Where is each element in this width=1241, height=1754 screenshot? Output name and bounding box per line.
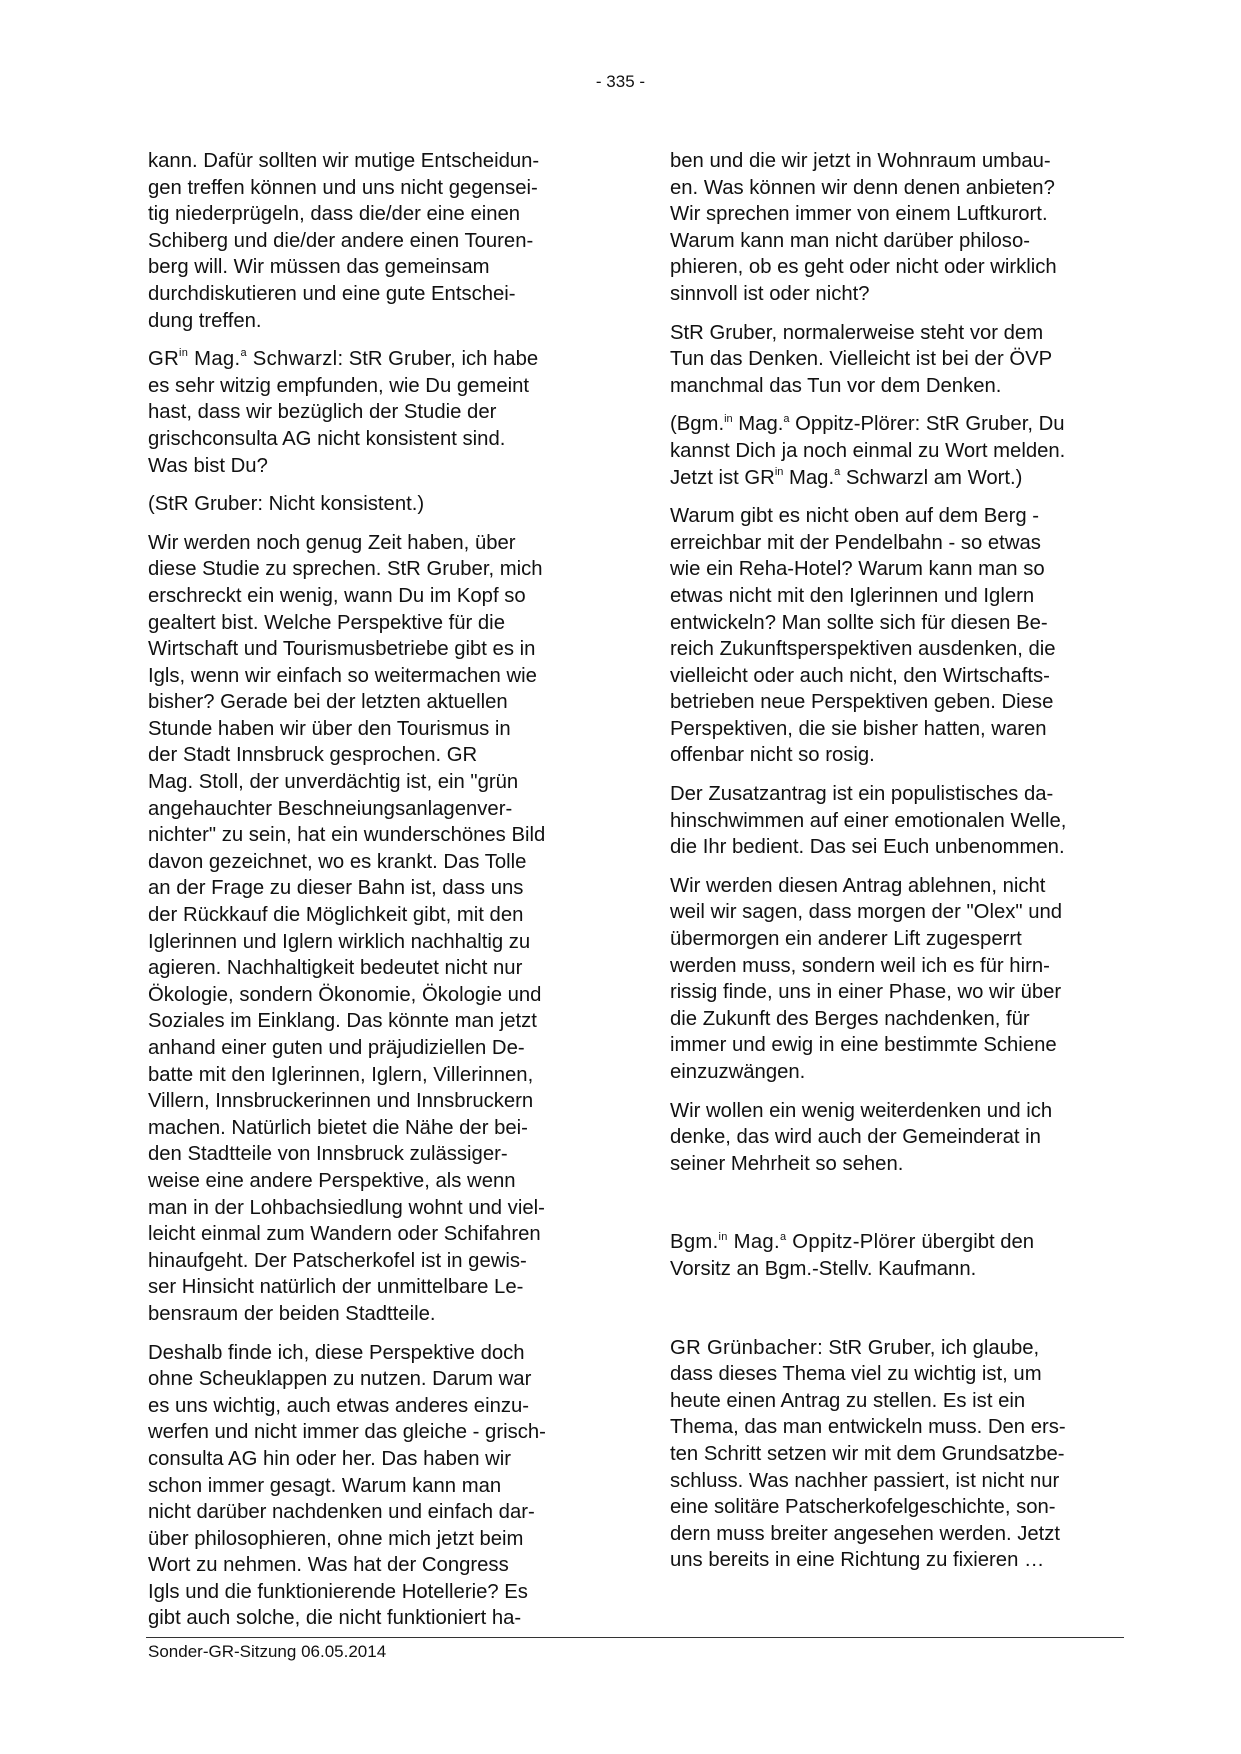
text-line: den Stadtteile von Innsbruck zulässiger-: [148, 1143, 508, 1166]
text-line: gibt auch solche, die nicht funktioniert ha-: [148, 1607, 522, 1630]
text-line: betrieben neue Perspektiven geben. Diese: [670, 691, 1054, 714]
text-line: erreichbar mit der Pendelbahn - so etwas: [670, 531, 1041, 554]
text-line: Wir werden noch genug Zeit haben, über: [148, 531, 516, 554]
text-line: über philosophieren, ohne mich jetzt beim: [148, 1527, 524, 1550]
text-line: Der Zusatzantrag ist ein populistisches da-: [670, 783, 1054, 806]
text-line: es uns wichtig, auch etwas anderes einzu-: [148, 1394, 530, 1417]
text-line: Wirtschaft und Tourismusbetriebe gibt es in: [148, 638, 536, 661]
text-line: eine solitäre Patscherkofelgeschichte, son-: [670, 1496, 1056, 1519]
text-line: Wir sprechen immer von einem Luftkurort.: [670, 203, 1048, 226]
text-line: kann. Dafür sollten wir mutige Entscheidun-: [148, 150, 540, 172]
text-line: gealtert bist. Welche Perspektive für die: [148, 611, 505, 634]
text-line: immer und ewig in eine bestimmte Schiene: [670, 1034, 1057, 1057]
text-line: ten Schritt setzen wir mit dem Grundsatzbe-: [670, 1442, 1065, 1465]
speaker-name: Bgm.$^{in}$ Mag.$^a$ Oppitz-Plörer: [670, 1230, 916, 1254]
paragraph: [670, 148, 1122, 308]
text-line: ser Hinsicht natürlich der unmittelbare Le-: [148, 1276, 524, 1299]
text-line: wie ein Reha-Hotel? Warum kann man so: [670, 558, 1045, 581]
footer-session-label: Sonder-GR-Sitzung 06.05.2014: [148, 1642, 387, 1661]
text-line: manchmal das Tun vor dem Denken.: [670, 374, 1002, 397]
right-column: [670, 148, 1122, 1586]
text-line: Wir werden diesen Antrag ablehnen, nicht: [670, 874, 1046, 897]
text-line: Thema, das man entwickeln muss. Den ers-: [670, 1416, 1066, 1439]
text-line: die Zukunft des Berges nachdenken, für: [670, 1007, 1030, 1030]
text-line: diese Studie zu sprechen. StR Gruber, mich: [148, 558, 543, 581]
paragraph: [148, 1340, 600, 1633]
speaker-name: GR Grünbacher: [670, 1336, 818, 1359]
text-line: dern muss breiter angesehen werden. Jetzt: [670, 1522, 1061, 1545]
text-line: offenbar nicht so rosig.: [670, 744, 875, 767]
text-line: werfen und nicht immer das gleiche - grisch-: [148, 1421, 546, 1444]
text-line: Igls, wenn wir einfach so weitermachen wie: [148, 664, 537, 687]
text-line: StR Gruber, normalerweise steht vor dem: [670, 321, 1044, 344]
text-line: grischconsulta AG nicht konsistent sind.: [148, 427, 506, 450]
speaker-name: $GR^{in}$ Mag.$^a$ Schwarzl: [148, 347, 338, 371]
text-line: Bgm.$^{in}$ Mag.$^a$ Oppitz-Plörer übergibt den: [670, 1230, 1035, 1254]
text-line: Tun das Denken. Vielleicht ist bei der ÖVP: [670, 348, 1053, 371]
speaker-paragraph-gruenbacher: [670, 1335, 1122, 1574]
paragraph: [670, 1098, 1122, 1178]
text-line: davon gezeichnet, wo es krankt. Das Tolle: [148, 850, 527, 873]
text-line: GR Grünbacher: StR Gruber, ich glaube,: [670, 1336, 1040, 1359]
text-line: heute einen Antrag zu stellen. Es ist ein: [670, 1389, 1026, 1412]
text-line: nicht darüber nachdenken und einfach dar-: [148, 1501, 535, 1524]
text-line: phieren, ob es geht oder nicht oder wirklich: [670, 256, 1057, 279]
text-line: der Rückkauf die Möglichkeit gibt, mit den: [148, 904, 524, 927]
text-line: berg will. Wir müssen das gemeinsam: [148, 256, 490, 279]
text-line: vielleicht oder auch nicht, den Wirtschafts-: [670, 664, 1050, 687]
text-line: Wort zu nehmen. Was hat der Congress: [148, 1554, 509, 1577]
text-line: dung treffen.: [148, 309, 262, 332]
text-line: Iglerinnen und Iglern wirklich nachhaltig zu: [148, 930, 531, 953]
text-line: leicht einmal zum Wandern oder Schifahren: [148, 1223, 541, 1246]
text-line: schluss. Was nachher passiert, ist nicht nur: [670, 1469, 1060, 1492]
text-line: $GR^{in}$ Mag.$^a$ Schwarzl: StR Gruber, ich habe: [148, 347, 539, 371]
text-line: Jetzt ist $GR^{in}$ Mag.$^a$ Schwarzl am Wort.): [670, 465, 1023, 489]
text-line: durchdiskutieren und eine gute Entschei-: [148, 282, 516, 305]
text-line: Deshalb finde ich, diese Perspektive doch: [148, 1341, 525, 1364]
text-line: batte mit den Iglerinnen, Iglern, Villerinnen,: [148, 1063, 534, 1086]
text-line: Was bist Du?: [148, 454, 268, 477]
text-line: der Stadt Innsbruck gesprochen. GR: [148, 744, 478, 767]
text-line: die Ihr bedient. Das sei Euch unbenommen.: [670, 836, 1065, 859]
text-line: Wir wollen ein wenig weiterdenken und ich: [670, 1099, 1053, 1122]
text-line: Villern, Innsbruckerinnen und Innsbruckern: [148, 1090, 534, 1113]
text-line: seiner Mehrheit so sehen.: [670, 1152, 904, 1175]
text-line: Ökologie, sondern Ökonomie, Ökologie und: [148, 983, 542, 1006]
page-number: - 335 -: [595, 72, 646, 91]
interjection: [670, 411, 1122, 491]
speaker-paragraph-schwarzl: [148, 346, 600, 479]
text-line: Schiberg und die/der andere einen Touren-: [148, 229, 534, 252]
text-line: entwickeln? Man sollte sich für diesen Be-: [670, 611, 1048, 634]
text-line: Warum kann man nicht darüber philoso-: [670, 229, 1030, 252]
text-line: werden muss, sondern weil ich es für hirn-: [670, 954, 1050, 977]
text-line: gen treffen können und uns nicht gegensei-: [148, 176, 538, 199]
text-line: denke, das wird auch der Gemeinderat in: [670, 1126, 1041, 1149]
paragraph: [670, 320, 1122, 400]
paragraph: [670, 873, 1122, 1086]
text-line: an der Frage zu dieser Bahn ist, dass uns: [148, 877, 524, 900]
left-column: [148, 148, 600, 1644]
text-line: rissig finde, uns in einer Phase, wo wir über: [670, 981, 1062, 1004]
text-line: hast, dass wir bezüglich der Studie der: [148, 401, 497, 424]
text-line: es sehr witzig empfunden, wie Du gemeint: [148, 374, 530, 397]
text-line: kannst Dich ja noch einmal zu Wort melden.: [670, 439, 1066, 462]
text-line: übermorgen ein anderer Lift zugesperrt: [670, 928, 1022, 951]
text-line: consulta AG hin oder her. Das haben wir: [148, 1447, 512, 1470]
text-line: Warum gibt es nicht oben auf dem Berg -: [670, 505, 1039, 528]
text-line: Igls und die funktionierende Hotellerie? Es: [148, 1580, 528, 1603]
text-line: uns bereits in eine Richtung zu fixieren …: [670, 1549, 1045, 1572]
chair-handover-note: [670, 1229, 1122, 1282]
text-line: (Bgm.$^{in}$ Mag.$^a$ Oppitz-Plörer: StR Gruber, Du: [670, 412, 1065, 436]
text-line: hinaufgeht. Der Patscherkofel ist in gewis-: [148, 1249, 527, 1272]
text-line: nichter" zu sein, hat ein wunderschönes Bild: [148, 824, 546, 847]
text-line: sinnvoll ist oder nicht?: [670, 282, 870, 305]
footer-divider: [146, 1637, 1124, 1638]
text-line: schon immer gesagt. Warum kann man: [148, 1474, 502, 1497]
paragraph: [148, 148, 600, 334]
text-line: angehauchter Beschneiungsanlagenver-: [148, 797, 513, 820]
text-line: tig niederprügeln, dass die/der eine einen: [148, 203, 521, 226]
text-line: hinschwimmen auf einer emotionalen Welle,: [670, 809, 1067, 832]
text-line: bisher? Gerade bei der letzten aktuellen: [148, 691, 508, 714]
text-line: Soziales im Einklang. Das könnte man jetzt: [148, 1010, 537, 1033]
text-line: etwas nicht mit den Iglerinnen und Iglern: [670, 584, 1035, 607]
interjection: (StR Gruber: Nicht konsistent.): [148, 493, 425, 516]
paragraph: [148, 530, 600, 1328]
text-line: bensraum der beiden Stadtteile.: [148, 1302, 436, 1325]
text-line: erschreckt ein wenig, wann Du im Kopf so: [148, 584, 526, 607]
text-line: machen. Natürlich bietet die Nähe der bei-: [148, 1116, 528, 1139]
paragraph: [670, 503, 1122, 769]
text-line: Mag. Stoll, der unverdächtig ist, ein "grün: [148, 771, 519, 794]
text-line: dass dieses Thema viel zu wichtig ist, um: [670, 1363, 1042, 1386]
text-line: weise eine andere Perspektive, als wenn: [148, 1169, 516, 1192]
text-line: en. Was können wir denn denen anbieten?: [670, 176, 1055, 199]
text-line: anhand einer guten und präjudiziellen De-: [148, 1037, 525, 1059]
text-line: einzuzwängen.: [670, 1061, 806, 1083]
text-line: weil wir sagen, dass morgen der "Olex" und: [670, 901, 1063, 924]
text-line: Vorsitz an Bgm.-Stellv. Kaufmann.: [670, 1257, 977, 1280]
text-line: ohne Scheuklappen zu nutzen. Darum war: [148, 1368, 532, 1391]
text-line: Perspektiven, die sie bisher hatten, waren: [670, 717, 1047, 740]
text-line: Stunde haben wir über den Tourismus in: [148, 717, 511, 740]
text-line: agieren. Nachhaltigkeit bedeutet nicht nur: [148, 957, 523, 980]
text-line: ben und die wir jetzt in Wohnraum umbau-: [670, 150, 1051, 172]
text-line: reich Zukunftsperspektiven ausdenken, die: [670, 638, 1056, 661]
text-line: man in der Lohbachsiedlung wohnt und viel-: [148, 1196, 545, 1219]
paragraph: [670, 781, 1122, 861]
